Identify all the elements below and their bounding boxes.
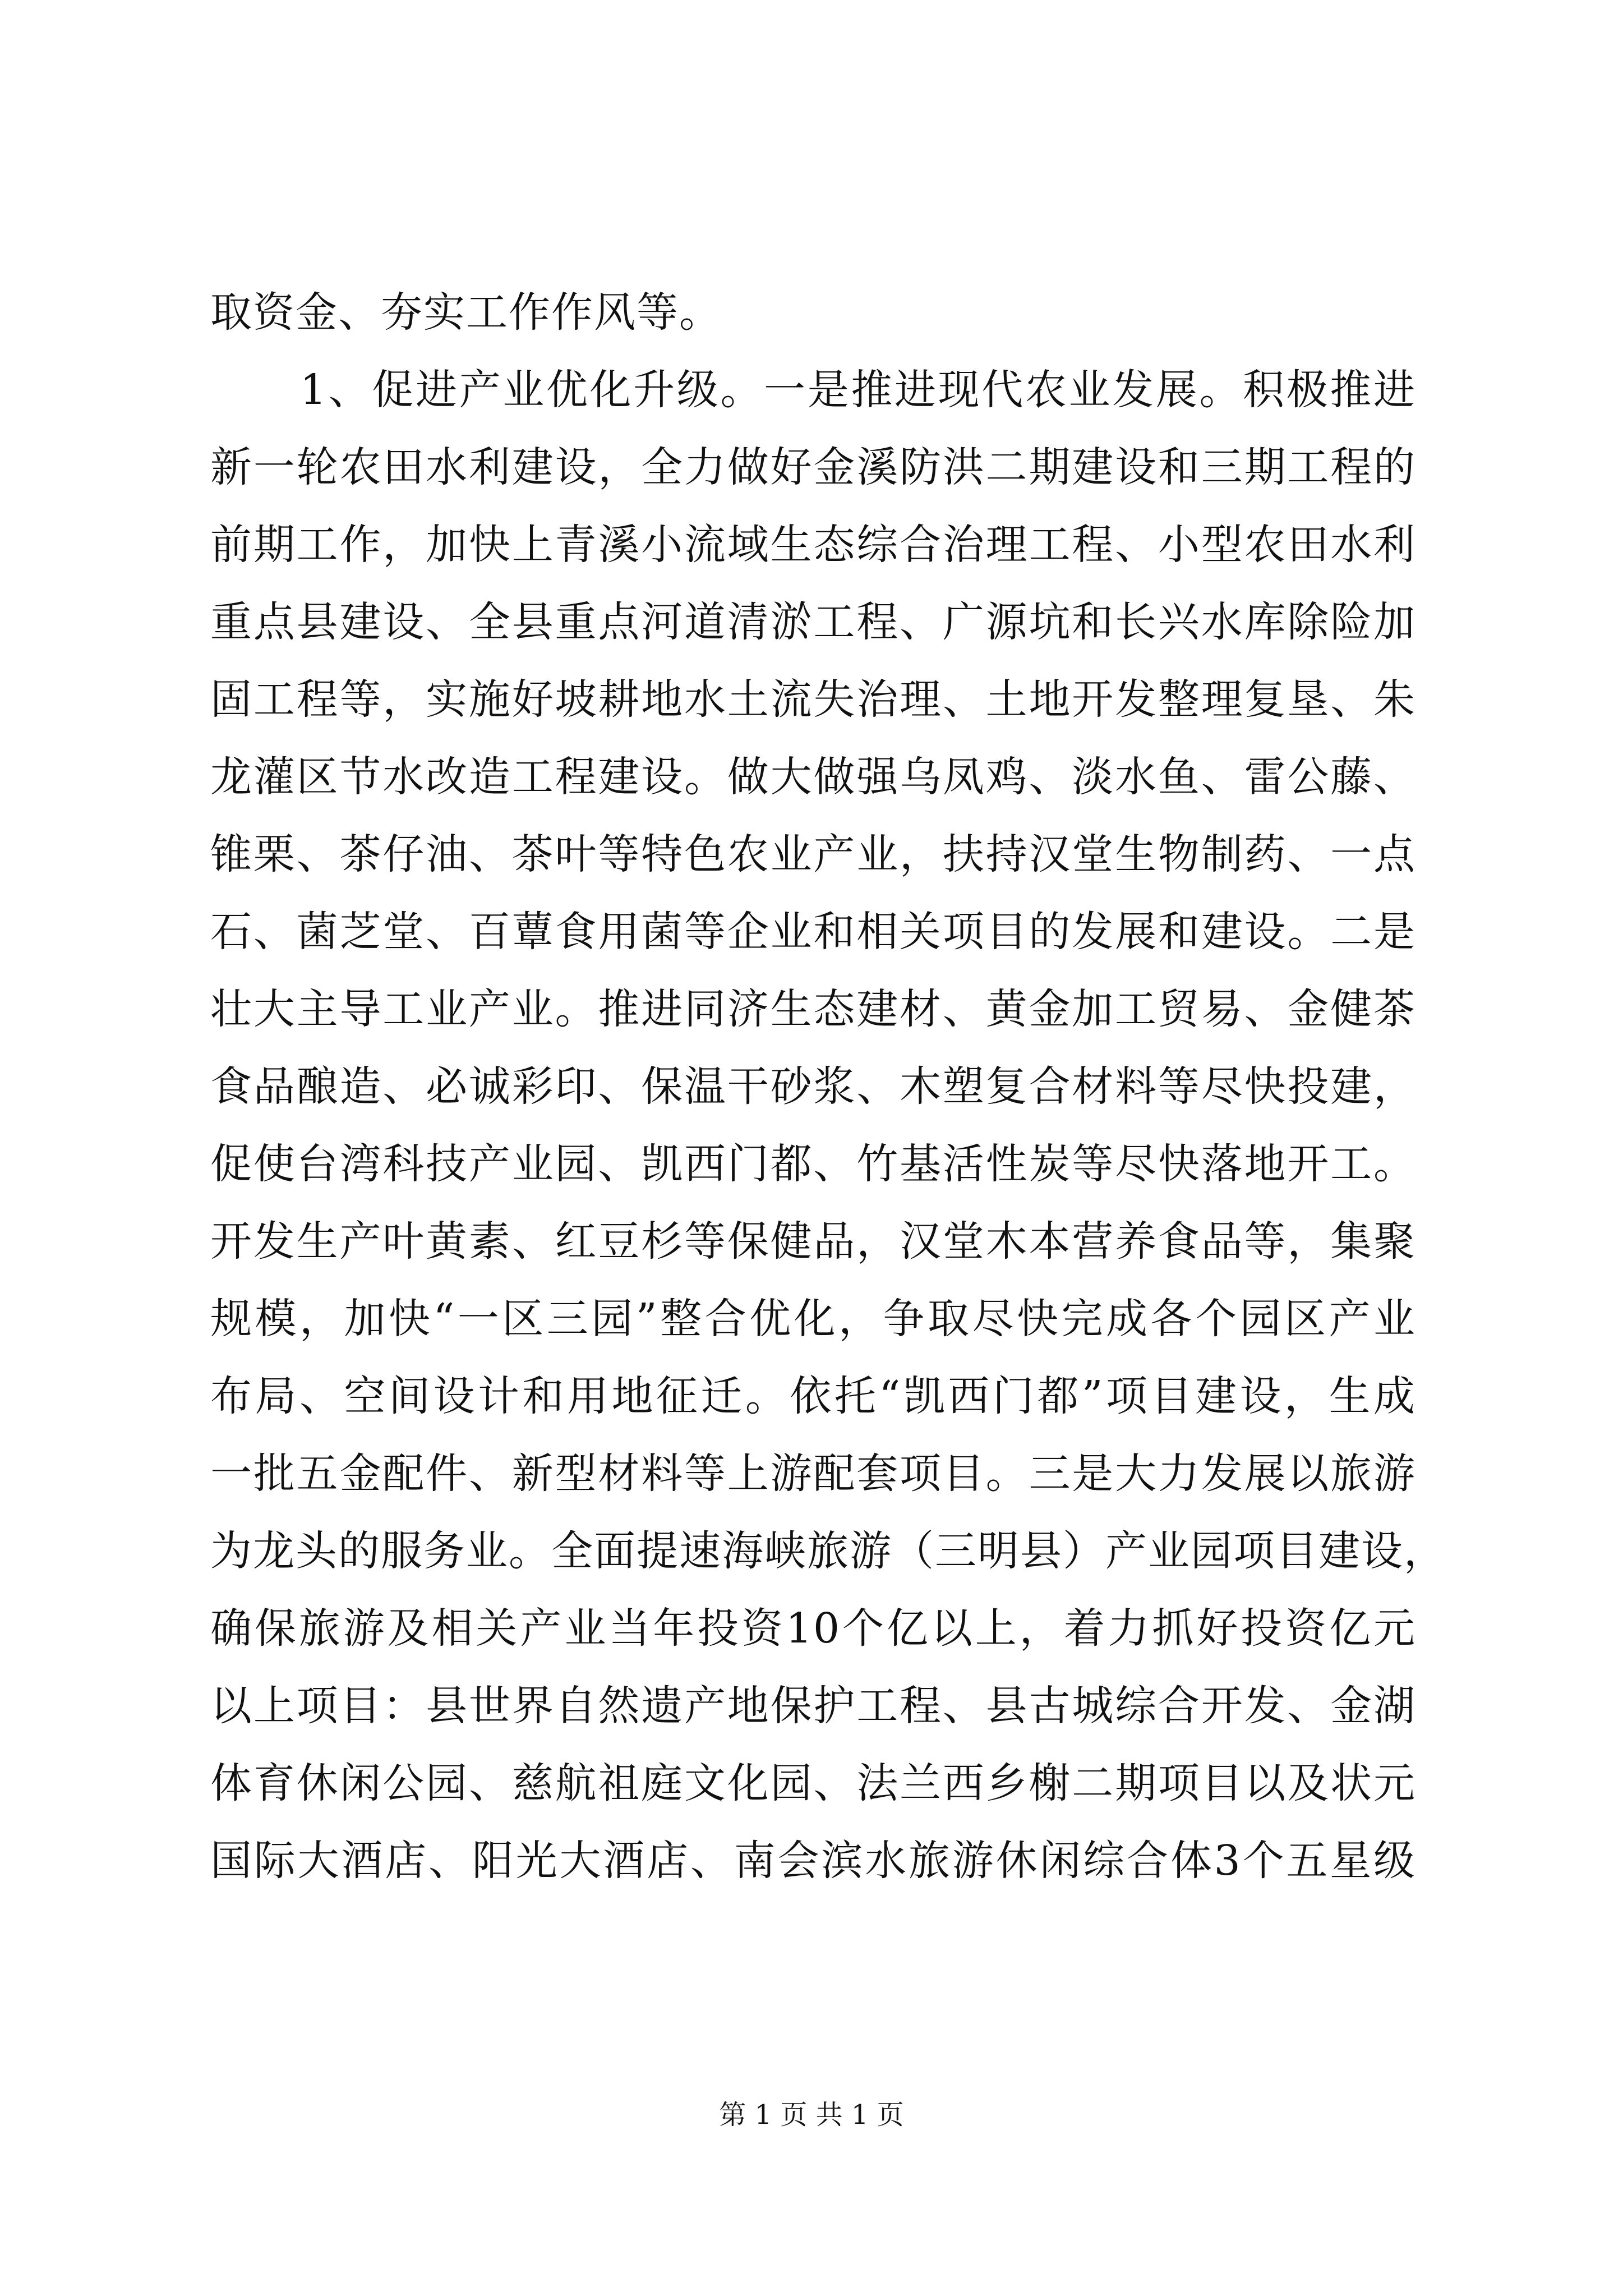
- text-line: 确保旅游及相关产业当年投资10个亿以上，着力抓好投资亿元: [210, 1604, 1416, 1653]
- text-line: 新一轮农田水利建设，全力做好金溪防洪二期建设和三期工程的: [210, 443, 1416, 491]
- text-line: 以上项目：县世界自然遗产地保护工程、县古城综合开发、金湖: [210, 1682, 1416, 1730]
- text-line: 布局、空间设计和用地征迁。依托“凯西门都”项目建设，生成: [210, 1372, 1416, 1420]
- text-line: 固工程等，实施好坡耕地水土流失治理、土地开发整理复垦、朱: [210, 675, 1416, 724]
- text-line: 1、促进产业优化升级。一是推进现代农业发展。积极推进: [300, 366, 1416, 414]
- text-line: 前期工作，加快上青溪小流域生态综合治理工程、小型农田水利: [210, 521, 1416, 569]
- text-line: 规模，加快“一区三园”整合优化，争取尽快完成各个园区产业: [210, 1295, 1416, 1343]
- text-line: 体育休闲公园、慈航祖庭文化园、法兰西乡榭二期项目以及状元: [210, 1759, 1416, 1807]
- text-line: 促使台湾科技产业园、凯西门都、竹基活性炭等尽快落地开工。: [210, 1140, 1416, 1188]
- text-line: 国际大酒店、阳光大酒店、南会滨水旅游休闲综合体3个五星级: [210, 1837, 1416, 1885]
- text-line: 重点县建设、全县重点河道清淤工程、广源坑和长兴水库除险加: [210, 598, 1416, 646]
- text-line: 壮大主导工业产业。推进同济生态建材、黄金加工贸易、金健茶: [210, 985, 1416, 1033]
- text-line: 石、菌芝堂、百蕈食用菌等企业和相关项目的发展和建设。二是: [210, 908, 1416, 956]
- page-footer: [0, 2097, 1623, 2133]
- text-line: 锥栗、茶仔油、茶叶等特色农业产业，扶持汉堂生物制药、一点: [210, 830, 1416, 878]
- body-text: [210, 274, 1446, 1899]
- text-line: 一批五金配件、新型材料等上游配套项目。三是大力发展以旅游: [210, 1450, 1416, 1498]
- text-line: 龙灌区节水改造工程建设。做大做强乌凤鸡、淡水鱼、雷公藤、: [210, 753, 1416, 801]
- page-number-label: 第 1 页 共 1 页: [719, 2099, 904, 2131]
- text-line: 食品酿造、必诚彩印、保温干砂浆、木塑复合材料等尽快投建，: [210, 1062, 1416, 1111]
- text-line: 取资金、夯实工作作风等。: [210, 288, 722, 337]
- text-line: 开发生产叶黄素、红豆杉等保健品，汉堂木本营养食品等，集聚: [210, 1217, 1416, 1266]
- text-line: 为龙头的服务业。全面提速海峡旅游（三明县）产业园项目建设，: [210, 1527, 1446, 1575]
